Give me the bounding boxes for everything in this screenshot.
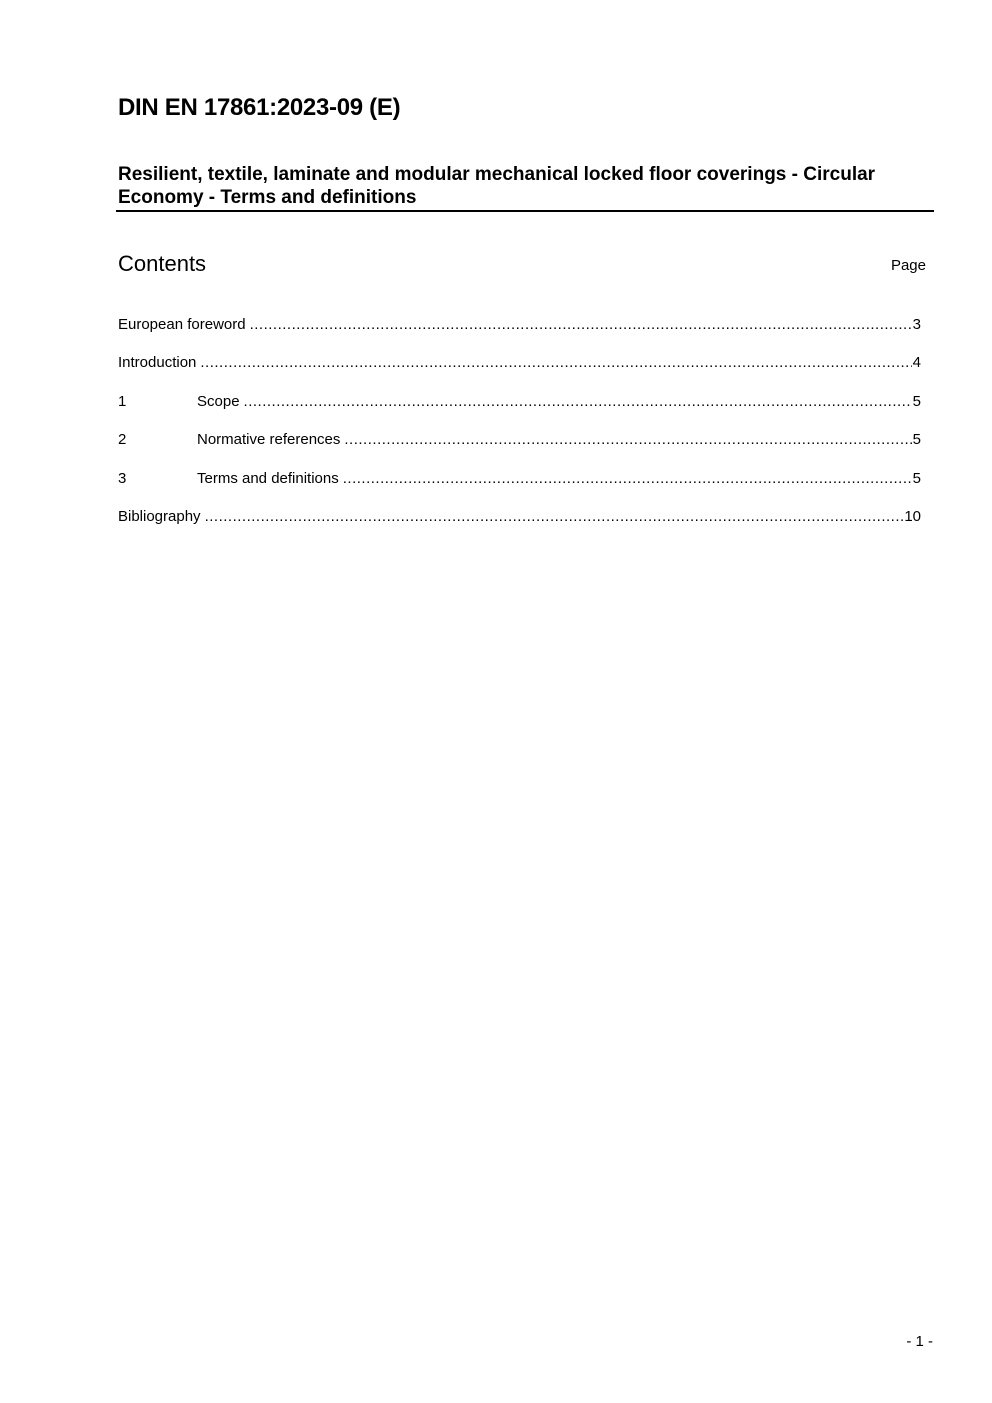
toc-entry-label: Terms and definitions bbox=[197, 469, 339, 487]
toc-entry-normative-references[interactable] bbox=[118, 431, 921, 469]
toc-leader-dots bbox=[244, 393, 912, 410]
toc-entry-page: 5 bbox=[912, 431, 921, 449]
toc-entry-label: Introduction bbox=[118, 354, 197, 372]
toc-leader-dots bbox=[343, 470, 912, 487]
toc-entry-bibliography[interactable] bbox=[118, 508, 921, 546]
toc-entry-number: 2 bbox=[118, 431, 127, 449]
document-id: DIN EN 17861:2023-09 (E) bbox=[118, 94, 401, 121]
contents-heading: Contents bbox=[118, 251, 207, 276]
toc-entry-page: 5 bbox=[912, 392, 921, 410]
document-title: Resilient, textile, laminate and modular mechanical locked floor coverings - Circular Economy - Terms and definitions bbox=[118, 164, 876, 208]
toc-entry-page: 5 bbox=[912, 469, 921, 487]
toc-entry-number: 3 bbox=[118, 469, 127, 487]
toc-leader-dots bbox=[205, 508, 904, 525]
toc-entry-page: 4 bbox=[912, 354, 921, 372]
toc-leader-dots bbox=[344, 431, 911, 448]
toc-entry-page: 10 bbox=[904, 507, 921, 525]
toc-entry-number: 1 bbox=[118, 392, 127, 410]
title-divider bbox=[116, 210, 934, 212]
toc-leader-dots bbox=[200, 354, 911, 371]
toc-entry-label: European foreword bbox=[118, 316, 246, 333]
toc-leader-dots bbox=[250, 316, 912, 333]
toc-entry-introduction[interactable] bbox=[118, 354, 921, 392]
toc-entry-label: Scope bbox=[197, 392, 240, 410]
page-column-heading: Page bbox=[890, 257, 926, 274]
toc-entry-page: 3 bbox=[912, 316, 921, 333]
toc-entry-label: Normative references bbox=[197, 431, 341, 449]
toc-entry-label: Bibliography bbox=[118, 507, 201, 525]
table-of-contents bbox=[118, 316, 921, 546]
toc-entry-scope[interactable] bbox=[118, 393, 921, 431]
page-number: - 1 - bbox=[906, 1333, 933, 1350]
toc-entry-terms-and-definitions[interactable] bbox=[118, 470, 921, 508]
toc-entry-european-foreword[interactable] bbox=[118, 316, 921, 354]
